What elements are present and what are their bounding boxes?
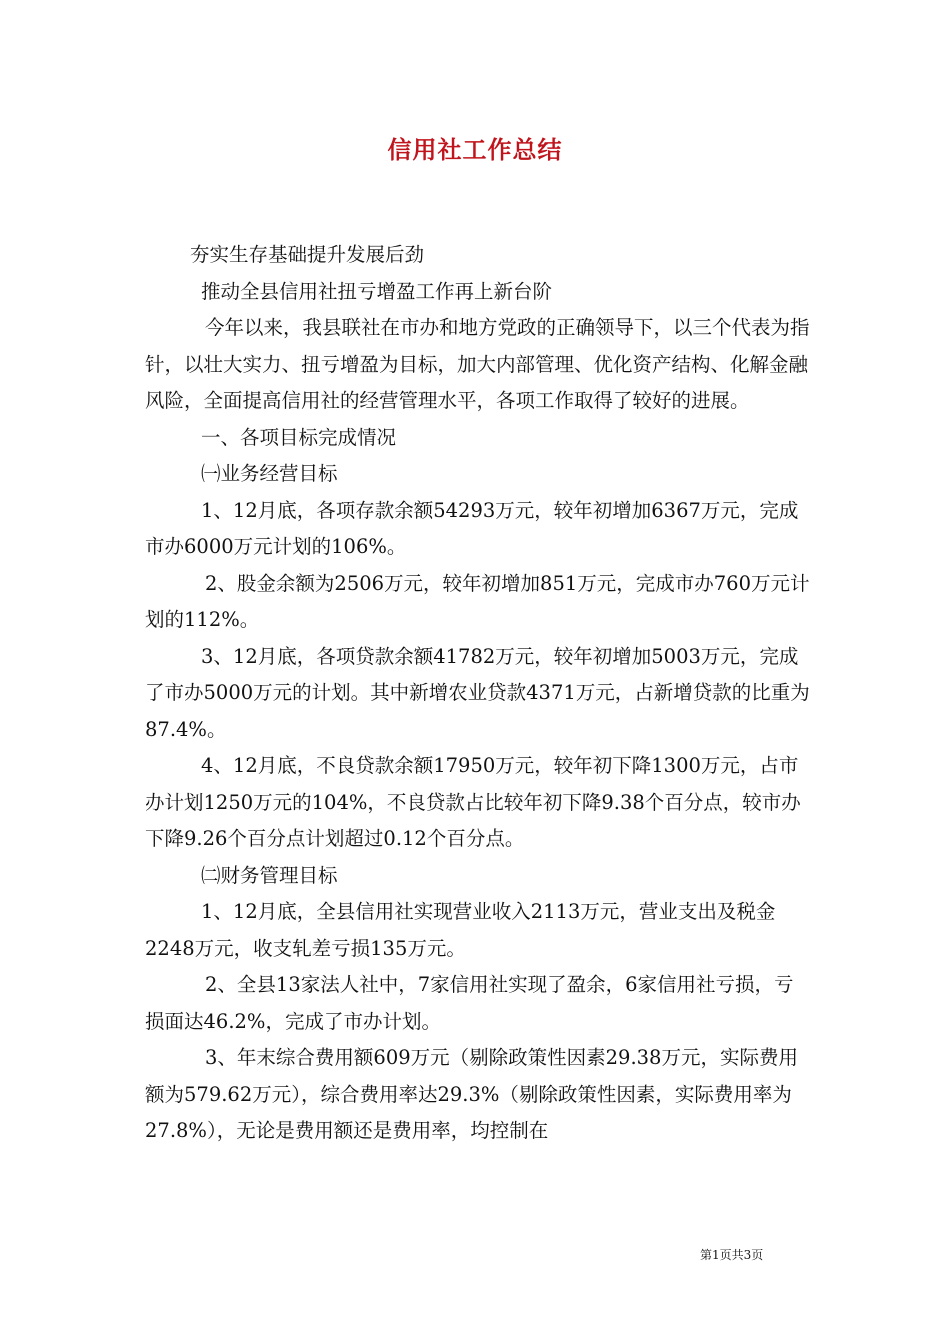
intro-paragraph: 今年以来，我县联社在市办和地方党政的正确领导下，以三个代表为指针，以壮大实力、扭亏增盈为目标，加大内部管理、优化资产结构、化解金融风险，全面提高信用社的经营管理水平，各项工作取得了较好的进展。 [145, 316, 810, 412]
business-item-1: 1、12月底，各项存款余额54293万元，较年初增加6367万元，完成市办6000万元计划的106%。 [145, 498, 799, 558]
subtitle-line-2: 推动全县信用社扭亏增盈工作再上新台阶 [201, 279, 553, 303]
document-title: 信用社工作总结 [387, 135, 563, 164]
document-body [145, 237, 810, 1150]
finance-item-2: 2、全县13家法人社中，7家信用社实现了盈余，6家信用社亏损，亏损面达46.2%，完成了市办计划。 [145, 973, 794, 1033]
finance-item-1: 1、12月底，全县信用社实现营业收入2113万元，营业支出及税金2248万元，收支轧差亏损135万元。 [145, 900, 776, 960]
business-item-2: 2、股金余额为2506万元，较年初增加851万元，完成市办760万元计划的112%。 [145, 571, 810, 631]
subsection-heading-business: ㈠业务经营目标 [201, 462, 338, 485]
section-heading-1: 一、各项目标完成情况 [201, 425, 397, 449]
subtitle-line-1: 夯实生存基础提升发展后劲 [190, 243, 425, 266]
business-item-4: 4、12月底，不良贷款余额17950万元，较年初下降1300万元，占市办计划1250万元的104%，不良贷款占比较年初下降9.38个百分点，较市办下降9.26个百分点计划超过0.12个百分点。 [145, 754, 801, 850]
business-item-3: 3、12月底，各项贷款余额41782万元，较年初增加5003万元，完成了市办5000万元的计划。其中新增农业贷款4371万元，占新增贷款的比重为87.4%。 [145, 644, 810, 741]
subsection-heading-finance: ㈡财务管理目标 [201, 863, 338, 887]
page-number: 第1页共3页 [700, 1248, 764, 1262]
finance-item-3: 3、年末综合费用额609万元（剔除政策性因素29.38万元，实际费用额为579.62万元），综合费用率达29.3%（剔除政策性因素，实际费用率为27.8%），无论是费用额还是费用率，均控制在 [145, 1046, 798, 1142]
